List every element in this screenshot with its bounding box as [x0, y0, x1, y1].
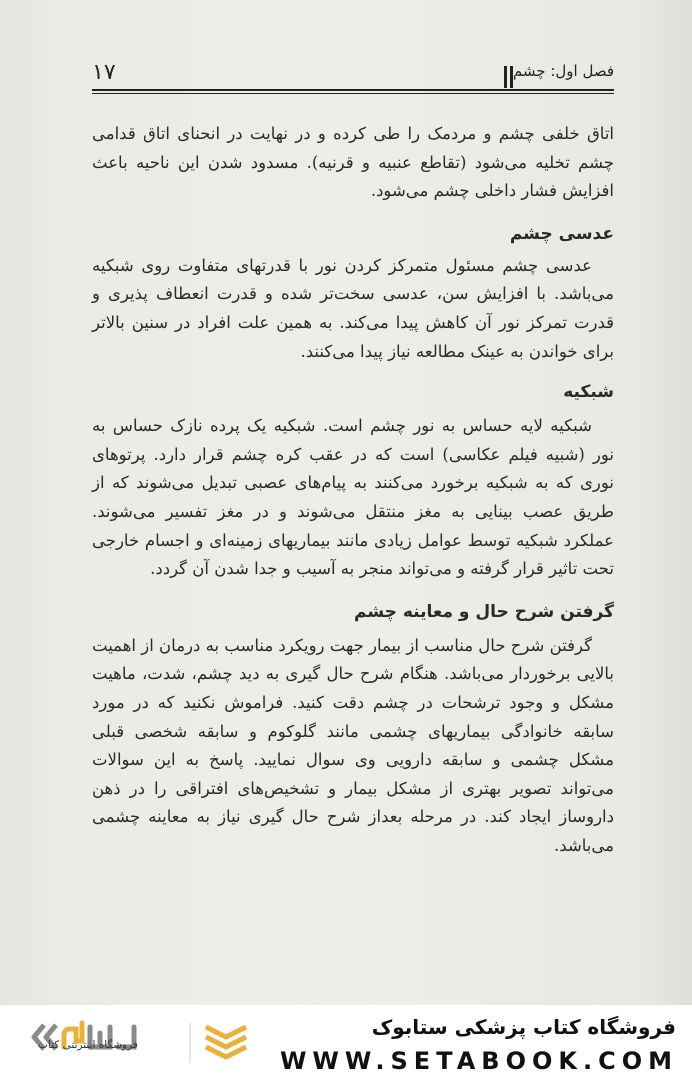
page-number: ۱۷: [92, 60, 116, 85]
store-footer-banner: [0, 1005, 692, 1080]
store-url-link[interactable]: WWW.SETABOOK.COM: [279, 1047, 678, 1075]
page-content: [92, 120, 614, 860]
section-heading-retina: شبکیه: [563, 382, 614, 403]
section-heading-lens: عدسی چشم: [509, 223, 614, 244]
intro-paragraph: اتاق خلفی چشم و مردمک را طی کرده و در نهایت در انحنای اتاق قدامی چشم تخلیه می‌شود (تقاطع عنبیه و قرنیه). مسدود شدن این ناحیه باعث افزایش فشار داخلی چشم می‌شود.: [92, 124, 614, 201]
section-heading-history: گرفتن شرح حال و معاینه چشم: [354, 601, 614, 622]
section-paragraph-lens: عدسی چشم مسئول متمرکز کردن نور با قدرتهای متفاوت روی شبکیه می‌باشد. با افزایش سن، عدسی سخت‌تر شده و قدرت انعطاف پذیری و قدرت تمرکز نور آن کاهش پیدا می‌کند. به همین علت افراد در سنین بالاتر برای خواندن به عینک مطالعه نیاز پیدا می‌کنند.: [92, 255, 614, 361]
header-rule-thin: [92, 93, 614, 94]
section-paragraph-retina: شبکیه لایه حساس به نور چشم است. شبکیه یک پرده نازک حساس به نور (شبیه فیلم عکاسی) است که در عقب کره چشم قرار دارد. پرتوهای نوری که به شبکیه برخورد می‌کنند به پیام‌های عصبی تبدیل می‌شوند که از طریق عصب بینایی به مغز منتقل می‌شوند و در مغز تفسیر می‌شوند. عملکرد شبکیه توسط عوامل زیادی مانند بیماریهای زمینه‌ای و اجسام خارجی تحت تاثیر قرار گرفته و می‌تواند منجر به آسیب و جدا شدن آن گردد.: [92, 416, 614, 579]
chapter-title: فصل اول: چشم: [512, 62, 614, 80]
logo-subtitle: فروشگاه اینترنتی کتاب: [38, 1039, 138, 1051]
header-rule: [92, 89, 614, 91]
page-header: [92, 58, 614, 94]
section-paragraph-history: گرفتن شرح حال مناسب از بیمار جهت رویکرد مناسب به درمان از اهمیت بالایی برخوردار می‌باشد. هنگام شرح حال گیری به دید چشم، شدت، ماهیت مشکل و وجود ترشحات در چشم دقت کنید. فراموش نکنید که در مورد سابقه خانوادگی بیماریهای چشمی مانند گلوکوم و سابقه شخصی قبلی مشکل چشمی و سابقه دارویی وی سوال نمایید. پاسخ به این سوالات می‌تواند تصویر بهتری از مشکل بیمار و تشخیص‌های افتراقی را در ذهن داروساز ایجاد کند. در مرحله بعداز شرح حال گیری نیاز به معاینه چشمی می‌باشد.: [92, 635, 614, 855]
store-name: فروشگاه کتاب پزشکی ستابوک: [371, 1015, 676, 1039]
